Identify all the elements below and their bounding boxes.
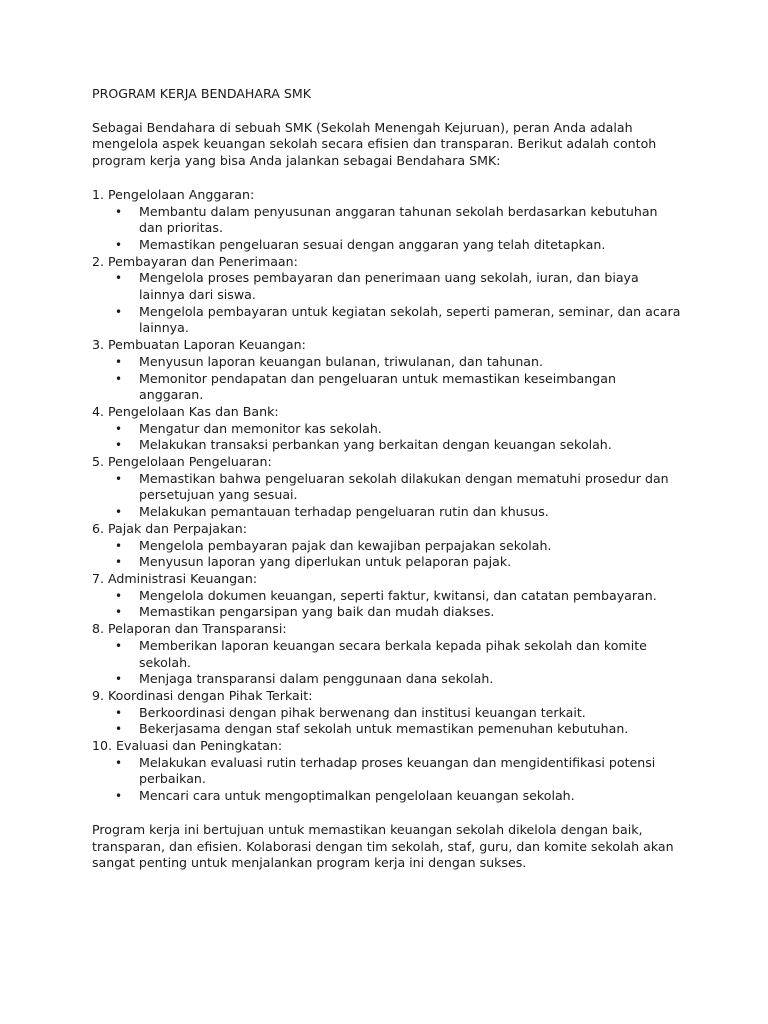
list-item-text: Bekerjasama dengan staf sekolah untuk memastikan pemenuhan kebutuhan. — [139, 721, 629, 737]
bullet-icon: • — [115, 421, 123, 436]
section-bullet-list — [92, 638, 682, 688]
list-item-text: Melakukan pemantauan terhadap pengeluaran rutin dan khusus. — [139, 504, 549, 520]
section-heading: 2. Pembayaran dan Penerimaan: — [92, 253, 298, 269]
list-item — [92, 471, 682, 504]
bullet-icon: • — [115, 237, 123, 252]
program-sections-list — [92, 187, 682, 805]
intro-paragraph: Sebagai Bendahara di sebuah SMK (Sekolah Menengah Kejuruan), peran Anda adalah mengelola aspek keuangan sekolah secara efisien dan transparan. Berikut adalah contoh program kerja yang bisa Anda jalankan sebagai Bendahara SMK: — [92, 119, 657, 169]
list-item — [92, 304, 682, 337]
program-section — [92, 688, 682, 738]
list-item-text: Menjaga transparansi dalam penggunaan dana sekolah. — [139, 671, 494, 687]
bullet-icon: • — [115, 705, 123, 720]
list-item-text: Berkoordinasi dengan pihak berwenang dan institusi keuangan terkait. — [139, 704, 586, 720]
list-item — [92, 554, 682, 571]
list-item-text: Mengelola pembayaran pajak dan kewajiban perpajakan sekolah. — [139, 537, 552, 553]
bullet-icon: • — [115, 204, 123, 219]
section-heading: 7. Administrasi Keuangan: — [92, 570, 258, 586]
list-item — [92, 588, 682, 605]
program-section — [92, 738, 682, 805]
list-item-text: Mencari cara untuk mengoptimalkan pengelolaan keuangan sekolah. — [139, 788, 575, 804]
list-item — [92, 237, 682, 254]
list-item-text: Melakukan evaluasi rutin terhadap proses keuangan dan mengidentifikasi potensi perbaikan. — [139, 754, 656, 787]
bullet-icon: • — [115, 471, 123, 486]
document-page — [92, 86, 682, 872]
bullet-icon: • — [115, 371, 123, 386]
list-item-text: Mengelola pembayaran untuk kegiatan sekolah, seperti pameran, seminar, dan acara lainnya. — [139, 303, 681, 336]
program-section — [92, 187, 682, 254]
list-item — [92, 270, 682, 303]
program-section — [92, 337, 682, 404]
list-item — [92, 421, 682, 438]
program-section — [92, 571, 682, 621]
section-heading: 9. Koordinasi dengan Pihak Terkait: — [92, 687, 313, 703]
list-item-text: Mengatur dan memonitor kas sekolah. — [139, 420, 382, 436]
bullet-icon: • — [115, 354, 123, 369]
section-bullet-list — [92, 270, 682, 337]
list-item — [92, 705, 682, 722]
list-item-text: Memastikan bahwa pengeluaran sekolah dilakukan dengan mematuhi prosedur dan persetujuan yang sesuai. — [139, 470, 669, 503]
bullet-icon: • — [115, 789, 123, 804]
list-item — [92, 638, 682, 671]
list-item-text: Memberikan laporan keuangan secara berkala kepada pihak sekolah dan komite sekolah. — [139, 637, 647, 670]
closing-paragraph: Program kerja ini bertujuan untuk memastikan keuangan sekolah dikelola dengan baik, transparan, dan efisien. Kolaborasi dengan tim sekolah, staf, guru, dan komite sekolah akan sangat penting untuk menjalankan program kerja ini dengan sukses. — [92, 821, 674, 871]
section-heading: 5. Pengelolaan Pengeluaran: — [92, 454, 272, 470]
bullet-icon: • — [115, 638, 123, 653]
list-item — [92, 538, 682, 555]
bullet-icon: • — [115, 588, 123, 603]
list-item — [92, 204, 682, 237]
list-item-text: Memastikan pengeluaran sesuai dengan anggaran yang telah ditetapkan. — [139, 236, 606, 252]
section-heading: 6. Pajak dan Perpajakan: — [92, 520, 247, 536]
section-bullet-list — [92, 755, 682, 805]
list-item-text: Memastikan pengarsipan yang baik dan mudah diakses. — [139, 604, 495, 620]
list-item-text: Memonitor pendapatan dan pengeluaran untuk memastikan keseimbangan anggaran. — [139, 370, 616, 403]
list-item — [92, 504, 682, 521]
bullet-icon: • — [115, 538, 123, 553]
list-item — [92, 354, 682, 371]
bullet-icon: • — [115, 755, 123, 770]
list-item-text: Menyusun laporan yang diperlukan untuk pelaporan pajak. — [139, 554, 512, 570]
section-heading: 4. Pengelolaan Kas dan Bank: — [92, 403, 279, 419]
bullet-icon: • — [115, 505, 123, 520]
section-bullet-list — [92, 204, 682, 254]
section-bullet-list — [92, 471, 682, 521]
list-item — [92, 371, 682, 404]
section-heading: 8. Pelaporan dan Transparansi: — [92, 621, 287, 637]
list-item — [92, 437, 682, 454]
list-item-text: Mengelola dokumen keuangan, seperti faktur, kwitansi, dan catatan pembayaran. — [139, 587, 657, 603]
section-bullet-list — [92, 705, 682, 738]
section-bullet-list — [92, 421, 682, 454]
program-section — [92, 621, 682, 688]
list-item-text: Menyusun laporan keuangan bulanan, triwulanan, dan tahunan. — [139, 353, 544, 369]
program-section — [92, 454, 682, 521]
program-section — [92, 404, 682, 454]
list-item-text: Melakukan transaksi perbankan yang berkaitan dengan keuangan sekolah. — [139, 437, 612, 453]
bullet-icon: • — [115, 605, 123, 620]
bullet-icon: • — [115, 438, 123, 453]
bullet-icon: • — [115, 555, 123, 570]
section-heading: 1. Pengelolaan Anggaran: — [92, 186, 255, 202]
program-section — [92, 254, 682, 338]
list-item — [92, 721, 682, 738]
list-item-text: Mengelola proses pembayaran dan penerimaan uang sekolah, iuran, dan biaya lainnya dari siswa. — [139, 270, 639, 303]
list-item — [92, 788, 682, 805]
section-heading: 10. Evaluasi dan Peningkatan: — [92, 738, 283, 754]
section-bullet-list — [92, 588, 682, 621]
bullet-icon: • — [115, 271, 123, 286]
section-bullet-list — [92, 538, 682, 571]
list-item — [92, 671, 682, 688]
section-heading: 3. Pembuatan Laporan Keuangan: — [92, 337, 306, 353]
document-title: PROGRAM KERJA BENDAHARA SMK — [92, 86, 311, 101]
bullet-icon: • — [115, 722, 123, 737]
list-item-text: Membantu dalam penyusunan anggaran tahunan sekolah berdasarkan kebutuhan dan prioritas. — [139, 203, 658, 236]
section-bullet-list — [92, 354, 682, 404]
list-item — [92, 755, 682, 788]
bullet-icon: • — [115, 304, 123, 319]
program-section — [92, 521, 682, 571]
bullet-icon: • — [115, 672, 123, 687]
list-item — [92, 604, 682, 621]
